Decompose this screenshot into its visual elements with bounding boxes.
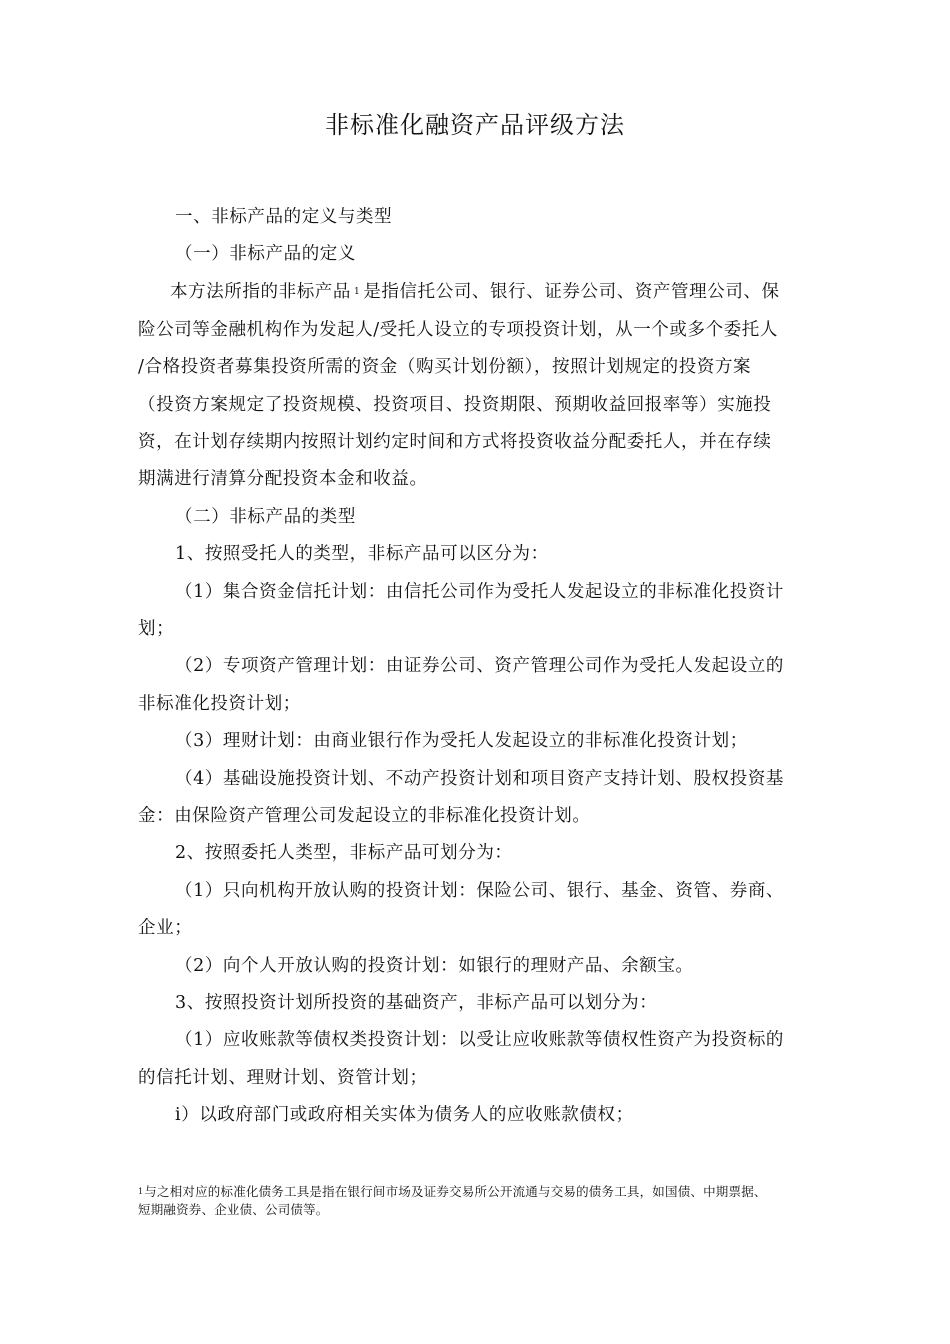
type-heading-by-trustee: 1、按照受托人的类型，非标产品可以区分为： [175,544,549,564]
document-title: 非标准化融资产品评级方法 [325,111,625,139]
definition-text: 本方法所指的非标产品 [170,282,351,302]
section-heading-definition-and-types: 一、非标产品的定义与类型 [175,207,393,227]
definition-paragraph-line: （投资方案规定了投资规模、投资项目、投资期限、预期收益回报率等）实施投 [138,395,772,415]
list-item: （1）应收账款等债权类投资计划：以受让应收账款等债权性资产为投资标的 [175,1030,785,1050]
list-item: （1）只向机构开放认购的投资计划：保险公司、银行、基金、资管、券商、 [175,881,785,901]
footnote [138,1182,828,1201]
list-item: （4）基础设施投资计划、不动产投资计划和项目资产支持计划、股权投资基 [175,769,785,789]
list-item: （1）集合资金信托计划：由信托公司作为受托人发起设立的非标准化投资计 [175,582,785,602]
list-item-continuation: 非标准化投资计划； [138,694,301,714]
subsection-heading-definition: （一）非标产品的定义 [175,244,356,264]
list-item: （2）专项资产管理计划：由证券公司、资产管理公司作为受托人发起设立的 [175,656,785,676]
definition-paragraph-line: 资，在计划存续期内按照计划约定时间和方式将投资收益分配委托人，并在存续 [138,432,772,452]
list-item-continuation: 的信托计划、理财计划、资管计划； [138,1068,428,1088]
type-heading-by-underlying-asset: 3、按照投资计划所投资的基础资产，非标产品可以划分为： [175,993,658,1013]
sub-list-item: i）以政府部门或政府相关实体为债务人的应收账款债权； [175,1105,634,1125]
list-item-continuation: 金：由保险资产管理公司发起设立的非标准化投资计划。 [138,806,591,826]
definition-text: 是指信托公司、银行、证券公司、资产管理公司、保 [363,282,780,302]
footnote-text: 与之相对应的标准化债务工具是指在银行间市场及证券交易所公开流通与交易的债务工具，如国债、中期票据、 [144,1184,767,1199]
definition-paragraph-line: /合格投资者募集投资所需的资金（购买计划份额），按照计划规定的投资方案 [138,357,752,377]
list-item: （2）向个人开放认购的投资计划：如银行的理财产品、余额宝。 [175,956,694,976]
definition-paragraph-line [170,279,828,305]
footnote-reference: 1 [354,287,361,297]
list-item-continuation: 划； [138,619,175,639]
list-item-continuation: 企业； [138,918,193,938]
footnote-number: 1 [138,1187,144,1196]
footnote-continuation: 短期融资券、企业债、公司债等。 [138,1202,329,1217]
subsection-heading-types: （二）非标产品的类型 [175,507,356,527]
list-item: （3）理财计划：由商业银行作为受托人发起设立的非标准化投资计划； [175,731,748,751]
type-heading-by-principal: 2、按照委托人类型，非标产品可划分为： [175,843,513,863]
definition-paragraph-line: 险公司等金融机构作为发起人/受托人设立的专项投资计划，从一个或多个委托人 [138,320,778,340]
definition-paragraph-line: 期满进行清算分配投资本金和收益。 [138,469,428,489]
